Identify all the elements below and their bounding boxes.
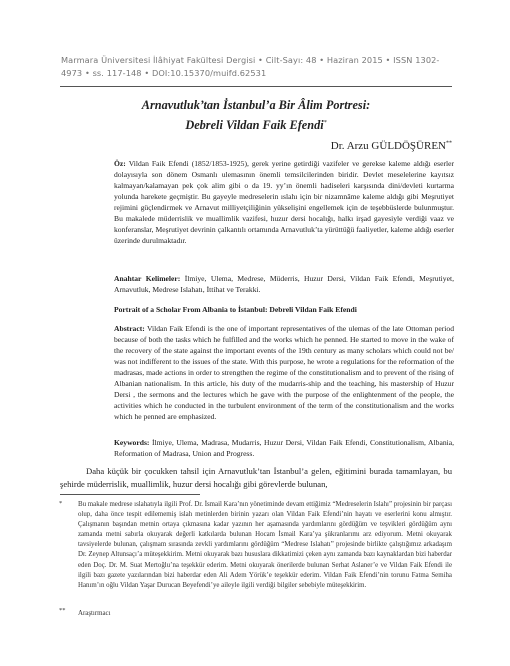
header-rule	[60, 86, 452, 87]
keywords-en-label: Keywords:	[114, 438, 150, 447]
keywords-tr-text: İlmiye, Ulema, Medrese, Müderris, Huzur Dersi, Vildan Faik Efendi, Meşrutiyet, Arnavutluk, Medrese Islahatı, İttihat ve Terakki.	[114, 274, 454, 295]
abstract-tr-text: Vildan Faik Efendi (1852/1853-1925), gerek yerine getirdiği vazifeler ve gerekse kaleme aldığı eserler dolayısıyla son dönem Osmanlı ulemasının önemli temsilcilerinden biridir. Devlet meselelerine kayıtsız kalmayan/kalamayan pek çok alim gibi o da 19. yy’ın önemli hadiseleri karşısında dini/devleti kurtarma yolunda harekete geçmiştir. Bu gayeyle medreselerin ıslahı için bir nizamnâme kaleme aldığı gibi Meşrutiyet rejimini güçlendirmek ve Arnavut milliyetçiliğinin yükselişini engellemek için de teşebbüslerde bulunmuştur. Bu makalede müderrislik ve muallimlik vazifesi, huzur dersi hocalığı, halkı irşad gayesiyle verdiği vaaz ve konferanslar, Meşrutiyet devrinin çalkantılı ortamında Arnavutluk’ta yürüttüğü faaliyetler, kaleme aldığı eserler üzerinde durulmaktadır.	[114, 159, 454, 246]
abstract-en-label: Abstract:	[114, 324, 145, 333]
footnote-2-mark: **	[59, 607, 66, 614]
author-footnote-mark: **	[446, 140, 452, 147]
keywords-en-text: İlmiye, Ulema, Madrasa, Mudarris, Huzur Dersi, Vildan Faik Efendi, Constitutionalism, Albania, Reformation of Madrasa, Union and Progress.	[114, 438, 454, 459]
footnote-rule	[60, 494, 200, 495]
abstract-en	[114, 323, 454, 422]
keywords-tr	[114, 273, 454, 295]
journal-header: Marmara Üniversitesi İlâhiyat Fakültesi Dergisi • Cilt-Sayı: 48 • Haziran 2015 • ISSN 1302-4973 • ss. 117-148 • DOI:10.15370/muifd.62531	[61, 55, 440, 78]
title-en: Portrait of a Scholar From Albania to İstanbul: Debreli Vildan Faik Efendi	[114, 305, 357, 314]
article-title-line1: Arnavutluk’tan İstanbul’a Bir Âlim Portresi:	[141, 98, 371, 112]
author-line	[331, 140, 452, 152]
keywords-en	[114, 437, 454, 459]
footnote-1-text: Bu makale medrese ıslahatıyla ilgili Prof. Dr. İsmail Kara’nın yönetiminde devam ettiğimiz “Medreselerin Islahı” projesinin bir parçası olup, daha önce tespit edilememiş islah metinlerden birinin yazarı olan Vildan Faik Efendi’nin hayatı ve eserlerini konu almıştır. Çalışmanın başından metnin ortaya çıkmasına kadar yazının her aşamasında yardımlarını gördüğüm ve teşvikleri gördüğüm aynı zamanda metni sabırla okuyarak değerli katkılarda bulunan Hocam İsmail Kara’ya şükranlarımı arz ediyorum. Metni okuyarak tavsiyelerde bulunan, çalışmam sırasında zevkli yardımlarını gördüğüm “Medrese Islahatı” projesinde birlikte çalıştığımız arkadaşım Dr. Zeynep Altunsaçı’a müteşekkirim. Metni okuyarak bazı hususlara dikkatimizi çeken aynı zamanda bazı kaynaklardan bizi haberdar eden Doç. Dr. M. Suat Mertoğlu’na teşekkür ederim. Metni okuyarak önerilerde bulunan Serhat Aslaner’e ve Vildan Faik Efendi ile ilgili bazı gazete yazılarından bizi haberdar eden Ali Adem Yörük’e teşekkür ederim. Vildan Faik Efendi’nin torunu Fatma Semiha Hanım’ın oğlu Vildan Yaşar Durucan Beyefendi’ye aileyle ilgili verdiği bilgiler sebebiyle müteşekkirim.	[78, 501, 452, 589]
footnote-1-mark: *	[59, 500, 63, 507]
abstract-tr-label: Öz:	[114, 159, 126, 168]
abstract-en-text: Vildan Faik Efendi is the one of important representatives of the ulemas of the late Ottoman period because of both the tasks which he fulfilled and the works which he penned. He started to move in the wake of the recovery of the state against the important events of the 19th century as many scholars which could not be/ was not indifferent to the issues of the state. With this purpose, he wrote a regulations for the reformation of the madrasas, made actions in order to strengthen the regime of the constitutionalism and to prevent of the rising of Albanian nationalism. In this article, his duty of the mudarris-ship and the teaching, his mastership of Huzur Dersi , the sermons and the lectures which he gave with the purpose of the enlightenment of the people, the activities which he conducted in the turbulent environment of the term of the constitutionalism and the works which he penned are emphasized.	[114, 324, 454, 422]
abstract-tr	[114, 158, 454, 246]
keywords-tr-label: Anahtar Kelimeler:	[114, 274, 181, 283]
article-title-line2	[60, 114, 452, 134]
body-paragraph: Daha küçük bir çocukken tahsil için Arnavutluk’tan İstanbul’a gelen, eğitimini burada tamamlayan, bu şehirde müderrislik, muallimlik, huzur dersi hocalığı gibi görevlerde bulunan,	[60, 466, 452, 489]
title-footnote-mark: *	[323, 120, 327, 126]
footnote-2-text: Araştırmacı	[78, 610, 111, 617]
article-title-text: Debreli Vildan Faik Efendi	[185, 118, 324, 133]
author-name: Dr. Arzu GÜLDÖŞÜREN	[330, 140, 446, 152]
